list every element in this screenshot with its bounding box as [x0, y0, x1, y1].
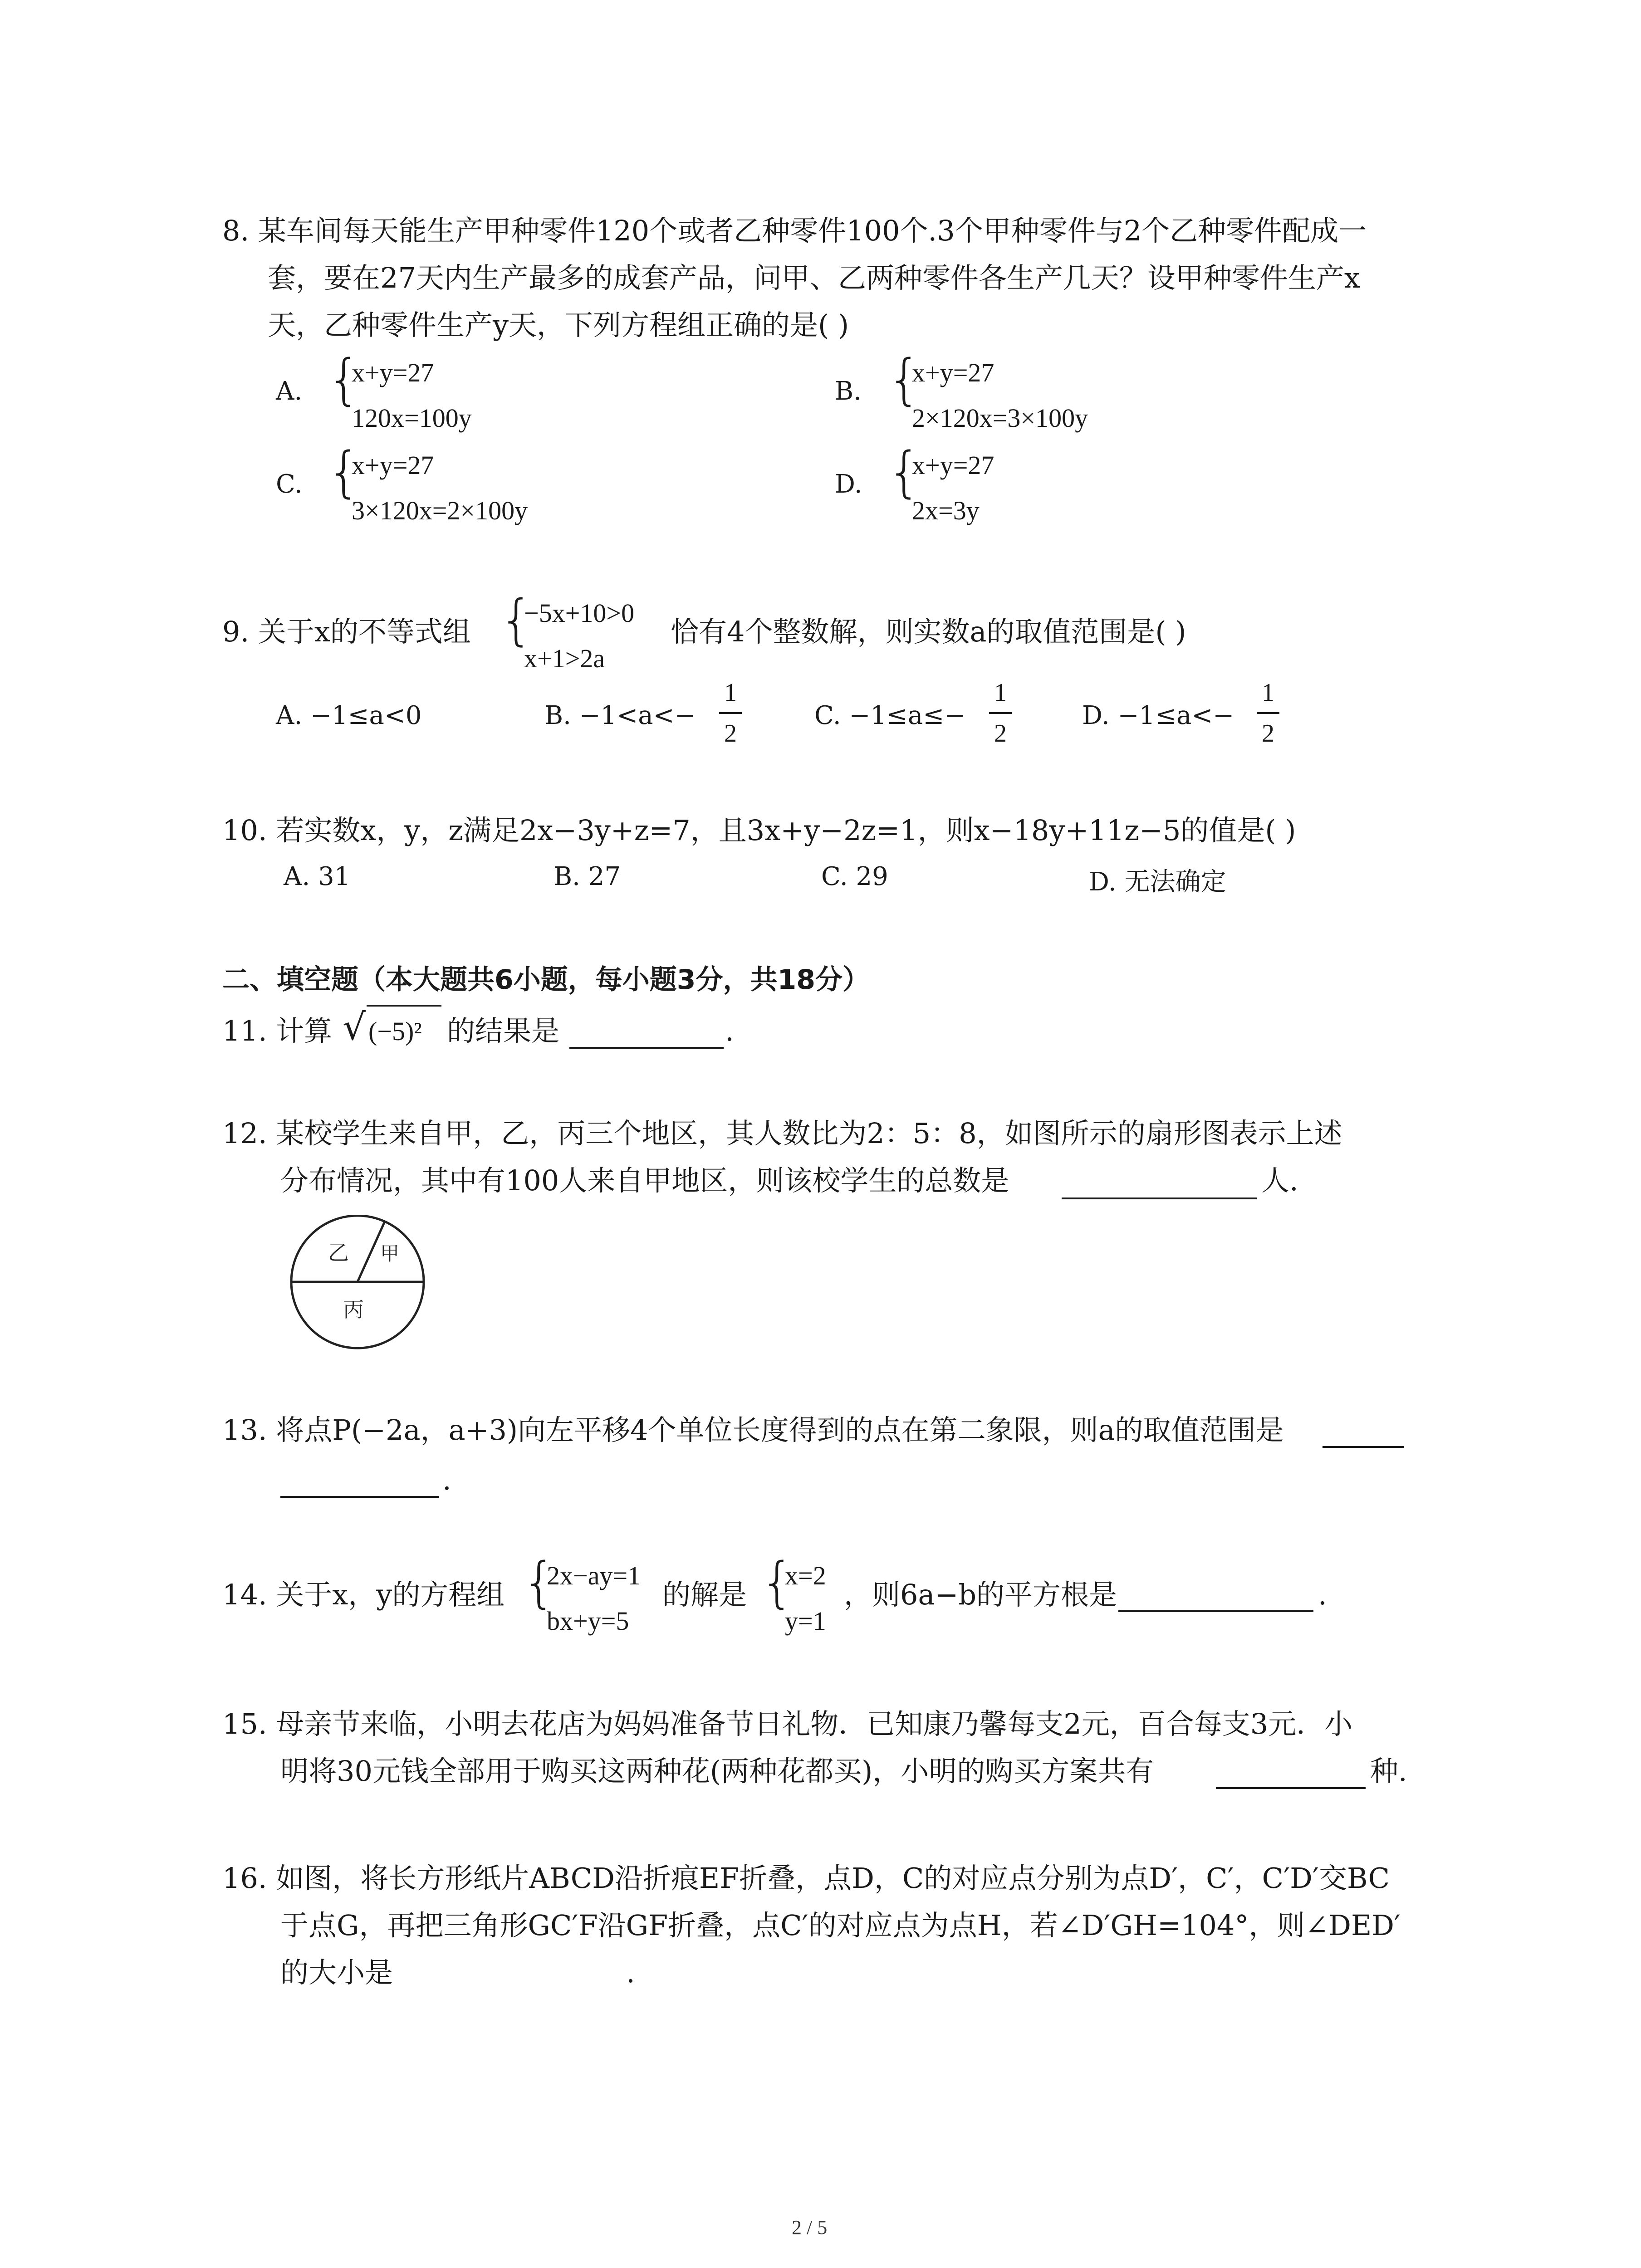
q10-option-d: D. 无法确定 — [1089, 867, 1226, 897]
q10-option-b: B. 27 — [554, 862, 621, 891]
q9-ineq1: −5x+10>0 — [524, 598, 635, 628]
pie-label-yi: 乙 — [328, 1241, 349, 1265]
fraction-bar — [719, 712, 742, 714]
q9-b-numerator: 1 — [724, 679, 737, 707]
left-brace-icon: { — [887, 348, 922, 411]
q8-line3: 天，乙种零件生产y天，下列方程组正确的是( ) — [268, 308, 849, 342]
left-brace-icon: { — [887, 441, 922, 504]
left-brace-icon: { — [760, 1551, 795, 1614]
left-brace-icon: { — [522, 1551, 557, 1614]
q9-c-numerator: 1 — [994, 679, 1007, 707]
q8-option-c-label: C. — [276, 469, 303, 499]
pie-label-bing: 丙 — [343, 1297, 364, 1322]
q9-d-numerator: 1 — [1262, 679, 1274, 707]
q13-line1: 13. 将点P(−2a，a+3)向左平移4个单位长度得到的点在第二象限，则a的取值范围是 — [222, 1413, 1284, 1447]
q8-c-eq2: 3×120x=2×100y — [352, 496, 528, 525]
q9-prefix: 9. 关于x的不等式组 — [222, 615, 471, 648]
q12-line1: 12. 某校学生来自甲，乙，丙三个地区，其人数比为2：5：8，如图所示的扇形图表示上述 — [222, 1117, 1342, 1150]
q9-option-b: B. −1<a<− — [544, 701, 696, 730]
q14-end: . — [1318, 1578, 1327, 1611]
q14-suffix: ，则6a−b的平方根是 — [844, 1578, 1117, 1611]
radical-sign-icon: √ — [343, 1006, 366, 1048]
q15-line2: 明将30元钱全部用于购买这两种花(两种花都买)，小明的购买方案共有 — [280, 1755, 1154, 1788]
q8-a-eq2: 120x=100y — [352, 403, 472, 433]
q14-prefix: 14. 关于x，y的方程组 — [222, 1578, 505, 1611]
q8-a-eq1: x+y=27 — [352, 358, 434, 387]
q9-suffix: 恰有4个整数解，则实数a的取值范围是( ) — [671, 615, 1186, 648]
q12-line2: 分布情况，其中有100人来自甲地区，则该校学生的总数是 — [280, 1164, 1009, 1197]
q12-unit: 人. — [1261, 1164, 1298, 1197]
q9-option-d: D. −1≤a<− — [1082, 701, 1234, 730]
pie-label-jia: 甲 — [380, 1242, 400, 1265]
q8-d-eq1: x+y=27 — [912, 450, 994, 480]
q11-suffix: 的结果是 — [447, 1014, 560, 1047]
q14-eq1: 2x−ay=1 — [547, 1561, 641, 1590]
answer-blank[interactable] — [1323, 1446, 1404, 1448]
q14-eq2: bx+y=5 — [547, 1606, 629, 1636]
q14-middle: 的解是 — [662, 1578, 747, 1611]
radical-bar — [367, 1005, 441, 1007]
left-brace-icon: { — [327, 348, 362, 411]
q16-line2: 于点G，再把三角形GC′F沿GF折叠，点C′的对应点为点H，若∠D′GH=104°，则∠DED′ — [280, 1909, 1401, 1942]
left-brace-icon: { — [499, 589, 534, 652]
q13-end: . — [442, 1463, 451, 1496]
q14-sol2: y=1 — [785, 1606, 826, 1636]
q9-b-denominator: 2 — [724, 719, 737, 748]
q8-d-eq2: 2x=3y — [912, 496, 980, 525]
q15-unit: 种. — [1370, 1755, 1407, 1788]
q8-option-b-label: B. — [835, 376, 862, 406]
q9-option-a: A. −1≤a<0 — [276, 701, 422, 730]
left-brace-icon: { — [327, 441, 362, 504]
pie-chart — [276, 1215, 439, 1351]
answer-blank[interactable] — [1118, 1610, 1313, 1612]
q9-option-c: C. −1≤a≤− — [814, 701, 966, 730]
q8-line1: 8. 某车间每天能生产甲种零件120个或者乙种零件100个.3个甲种零件与2个乙种零件配成一 — [222, 214, 1367, 247]
page-number: 2 / 5 — [792, 2216, 828, 2239]
q8-b-eq1: x+y=27 — [912, 358, 994, 387]
answer-blank-continued[interactable] — [280, 1496, 439, 1498]
fraction-bar — [989, 712, 1012, 714]
q9-ineq2: x+1>2a — [524, 644, 605, 673]
section-heading: 二、填空题（本大题共6小题，每小题3分，共18分） — [222, 964, 870, 996]
q10-line1: 10. 若实数x，y，z满足2x−3y+z=7，且3x+y−2z=1，则x−18y+11z−5的值是( ) — [222, 814, 1296, 847]
q11-radicand: (−5)² — [368, 1017, 422, 1046]
q9-d-denominator: 2 — [1262, 719, 1274, 748]
q8-line2: 套，要在27天内生产最多的成套产品，问甲、乙两种零件各生产几天？设甲种零件生产x — [268, 261, 1360, 294]
q16-line3: 的大小是 — [280, 1956, 393, 1989]
answer-blank[interactable] — [569, 1047, 724, 1049]
q8-option-a-label: A. — [276, 376, 303, 406]
q8-b-eq2: 2×120x=3×100y — [912, 403, 1088, 433]
q11-prefix: 11. 计算 — [222, 1014, 333, 1047]
q15-line1: 15. 母亲节来临，小明去花店为妈妈准备节日礼物．已知康乃馨每支2元，百合每支3元．小 — [222, 1707, 1353, 1740]
q9-c-denominator: 2 — [994, 719, 1007, 748]
q14-sol1: x=2 — [785, 1561, 826, 1590]
fraction-bar — [1257, 712, 1279, 714]
q11-end: . — [725, 1014, 734, 1047]
answer-blank[interactable] — [1216, 1787, 1366, 1789]
q8-c-eq1: x+y=27 — [352, 450, 434, 480]
q16-line1: 16. 如图，将长方形纸片ABCD沿折痕EF折叠，点D，C的对应点分别为点D′，C′，C′D′交BC — [222, 1862, 1390, 1895]
q8-option-d-label: D. — [835, 469, 862, 499]
q10-option-a: A. 31 — [284, 862, 351, 891]
answer-blank[interactable] — [1062, 1198, 1257, 1199]
q10-option-c: C. 29 — [821, 862, 888, 891]
q16-end: . — [626, 1956, 635, 1989]
